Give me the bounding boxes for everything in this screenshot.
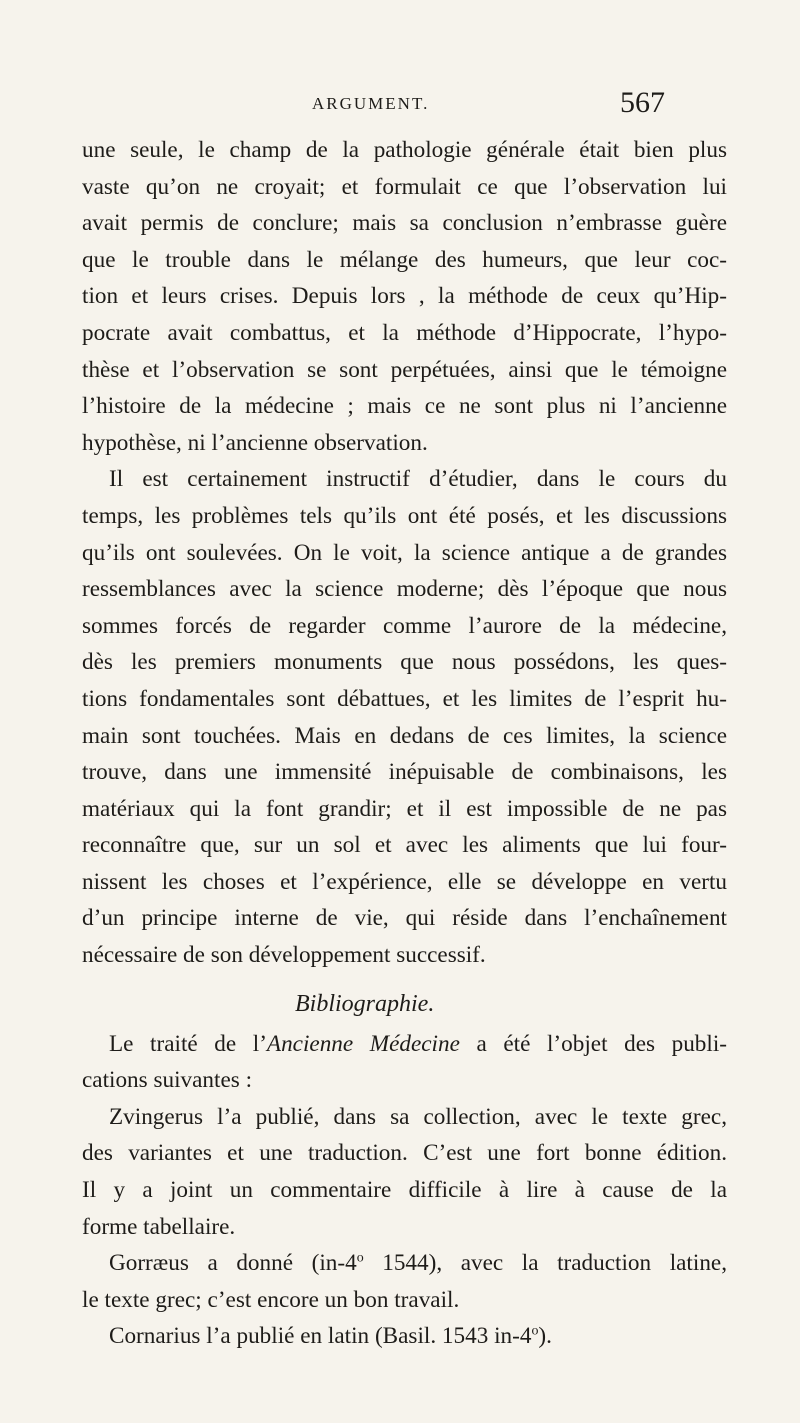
body-text xyxy=(82,132,727,1355)
text-line: tion et leurs crises. Depuis lors , la méthode de ceux qu’Hip- xyxy=(82,283,727,310)
biblio-line xyxy=(82,1318,727,1355)
text-line: sommes forcés de regarder comme l’aurore de la médecine, xyxy=(82,612,727,639)
biblio-text: Gorræus a donné (in-4 xyxy=(109,1250,357,1277)
text-line: thèse et l’observation se sont perpétuées, ainsi que le témoigne xyxy=(82,356,727,383)
biblio-line: des variantes et une traduction. C’est une fort bonne édition. xyxy=(82,1140,727,1167)
superscript: o xyxy=(356,1250,364,1266)
bibliography-heading: Bibliographie. xyxy=(295,990,435,1017)
biblio-line: Il y a joint un commentaire difficile à lire à cause de la xyxy=(82,1177,727,1204)
text-line: pocrate avait combattus, et la méthode d’Hippocrate, l’hypo- xyxy=(82,319,727,346)
text-line: main sont touchées. Mais en dedans de ces limites, la science xyxy=(82,722,727,749)
text-line: ressemblances avec la science moderne; dès l’époque que nous xyxy=(82,576,727,603)
biblio-line: cations suivantes : xyxy=(82,1067,253,1094)
text-line: matériaux qui la font grandir; et il est impossible de ne pas xyxy=(82,795,727,822)
biblio-text: Le traité de l’ xyxy=(109,1030,267,1057)
page-header xyxy=(0,86,800,126)
biblio-line: forme tabellaire. xyxy=(82,1213,236,1240)
text-line: l’histoire de la médecine ; mais ce ne sont plus ni l’ancienne xyxy=(82,393,727,420)
text-line: nissent les choses et l’expérience, elle se développe en vertu xyxy=(82,868,727,895)
text-line: nécessaire de son développement successif. xyxy=(82,942,486,969)
biblio-text: Cornarius l’a publié en latin (Basil. 1543 in-4 xyxy=(109,1323,532,1350)
biblio-text: 1544), avec la traduction latine, xyxy=(363,1250,728,1277)
text-line: une seule, le champ de la pathologie générale était bien plus xyxy=(82,137,727,163)
text-line: vaste qu’on ne croyait; et formulait ce que l’observation lui xyxy=(82,173,727,200)
biblio-line: Zvingerus l’a publié, dans sa collection, avec le texte grec, xyxy=(109,1103,727,1130)
text-line: d’un principe interne de vie, qui réside dans l’enchaînement xyxy=(82,905,727,932)
text-line: temps, les problèmes tels qu’ils ont été posés, et les discussions xyxy=(82,502,727,529)
biblio-line: le texte grec; c’est encore un bon travail. xyxy=(82,1286,460,1313)
biblio-text: a été l’objet des publi- xyxy=(459,1030,727,1057)
work-title: Ancienne Médecine xyxy=(266,1030,460,1057)
text-line: Il est certainement instructif d’étudier, dans le cours du xyxy=(109,466,727,493)
text-line: trouve, dans une immensité inépuisable de combinaisons, les xyxy=(82,759,727,786)
text-line: dès les premiers monuments que nous possédons, les ques- xyxy=(82,649,727,676)
page-number: 567 xyxy=(620,86,665,119)
biblio-line xyxy=(82,1026,727,1063)
text-line: avait permis de conclure; mais sa conclusion n’embrasse guère xyxy=(82,210,727,237)
superscript: o xyxy=(531,1323,539,1339)
text-line: hypothèse, ni l’ancienne observation. xyxy=(82,429,428,456)
biblio-text: ). xyxy=(538,1323,552,1350)
text-line: que le trouble dans le mélange des humeurs, que leur coc- xyxy=(82,246,727,273)
text-line: qu’ils ont soulevées. On le voit, la science antique a de grandes xyxy=(82,539,727,566)
running-title: ARGUMENT. xyxy=(312,94,430,113)
text-line: reconnaître que, sur un sol et avec les aliments que lui four- xyxy=(82,832,727,859)
text-line: tions fondamentales sont débattues, et les limites de l’esprit hu- xyxy=(82,685,727,712)
biblio-line xyxy=(82,1245,727,1282)
